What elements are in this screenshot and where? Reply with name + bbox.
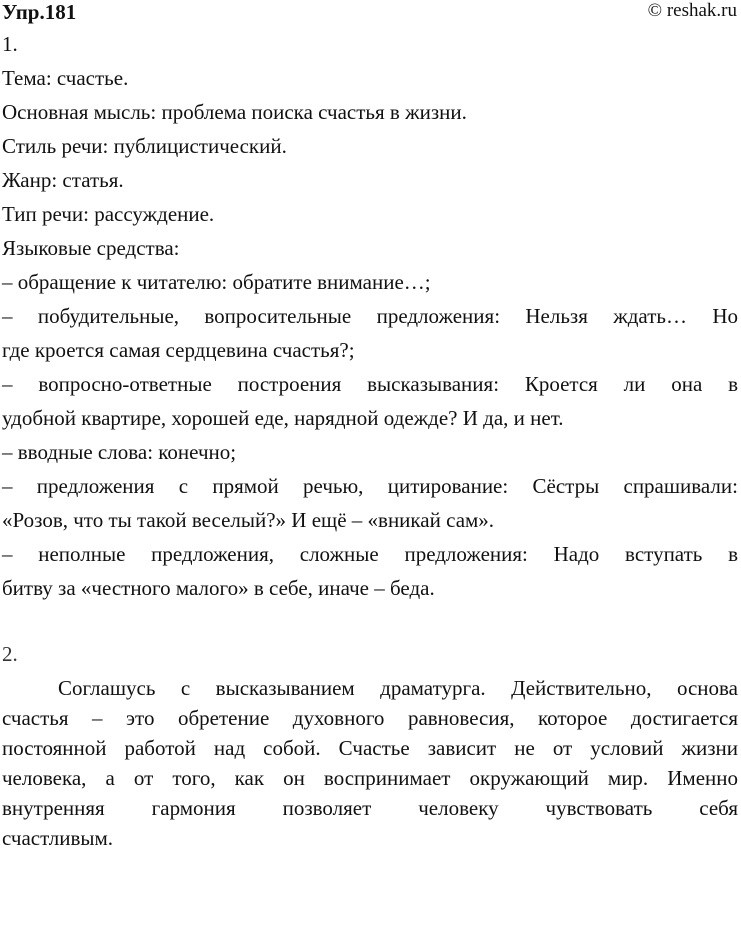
means-item-line: битву за «честного малого» в себе, иначе – беда. bbox=[2, 576, 435, 600]
means-item-line: – вводные слова: конечно; bbox=[2, 440, 237, 464]
site-watermark: © reshak.ru bbox=[647, 0, 737, 21]
paragraph-line: постоянной работой над собой. Счастье зависит не от условий жизни bbox=[2, 736, 738, 760]
means-item-line: – вопросно-ответные построения высказывания: Кроется ли она в bbox=[2, 372, 738, 396]
paragraph-line: счастливым. bbox=[2, 826, 114, 850]
means-item-line: – обращение к читателю: обратите внимание…; bbox=[2, 270, 431, 294]
means-item bbox=[2, 304, 738, 362]
type-line: Тип речи: рассуждение. bbox=[2, 202, 215, 226]
style-line: Стиль речи: публицистический. bbox=[2, 134, 287, 158]
answer-content bbox=[2, 32, 738, 860]
section-2-number: 2. bbox=[2, 642, 18, 666]
means-item-line: «Розов, что ты такой веселый?» И ещё – «вникай сам». bbox=[2, 508, 495, 532]
means-title: Языковые средства: bbox=[2, 236, 180, 260]
means-item bbox=[2, 440, 738, 464]
section-2-paragraph bbox=[2, 676, 738, 850]
genre-line: Жанр: статья. bbox=[2, 168, 124, 192]
means-item bbox=[2, 542, 738, 600]
means-item bbox=[2, 372, 738, 430]
main-idea-line: Основная мысль: проблема поиска счастья в жизни. bbox=[2, 100, 467, 124]
means-item-line: – предложения с прямой речью, цитирование: Сёстры спрашивали: bbox=[2, 474, 738, 498]
paragraph-line: Соглашусь с высказыванием драматурга. Действительно, основа bbox=[58, 676, 738, 700]
page-header bbox=[2, 0, 737, 26]
section-1-number: 1. bbox=[2, 32, 18, 56]
means-item-line: – неполные предложения, сложные предложения: Надо вступать в bbox=[2, 542, 738, 566]
paragraph-line: счастья – это обретение духовного равновесия, которое достигается bbox=[2, 706, 738, 730]
means-item-line: – побудительные, вопросительные предложения: Нельзя ждать… Но bbox=[2, 304, 738, 328]
means-item-line: где кроется самая сердцевина счастья?; bbox=[2, 338, 355, 362]
exercise-title: Упр.181 bbox=[2, 0, 77, 24]
paragraph-line: человека, а от того, как он воспринимает окружающий мир. Именно bbox=[2, 766, 738, 790]
means-item bbox=[2, 474, 738, 532]
theme-line: Тема: счастье. bbox=[2, 66, 129, 90]
means-item-line: удобной квартире, хорошей еде, нарядной одежде? И да, и нет. bbox=[2, 406, 564, 430]
paragraph-line: внутренняя гармония позволяет человеку чувствовать себя bbox=[2, 796, 738, 820]
means-item bbox=[2, 270, 738, 294]
